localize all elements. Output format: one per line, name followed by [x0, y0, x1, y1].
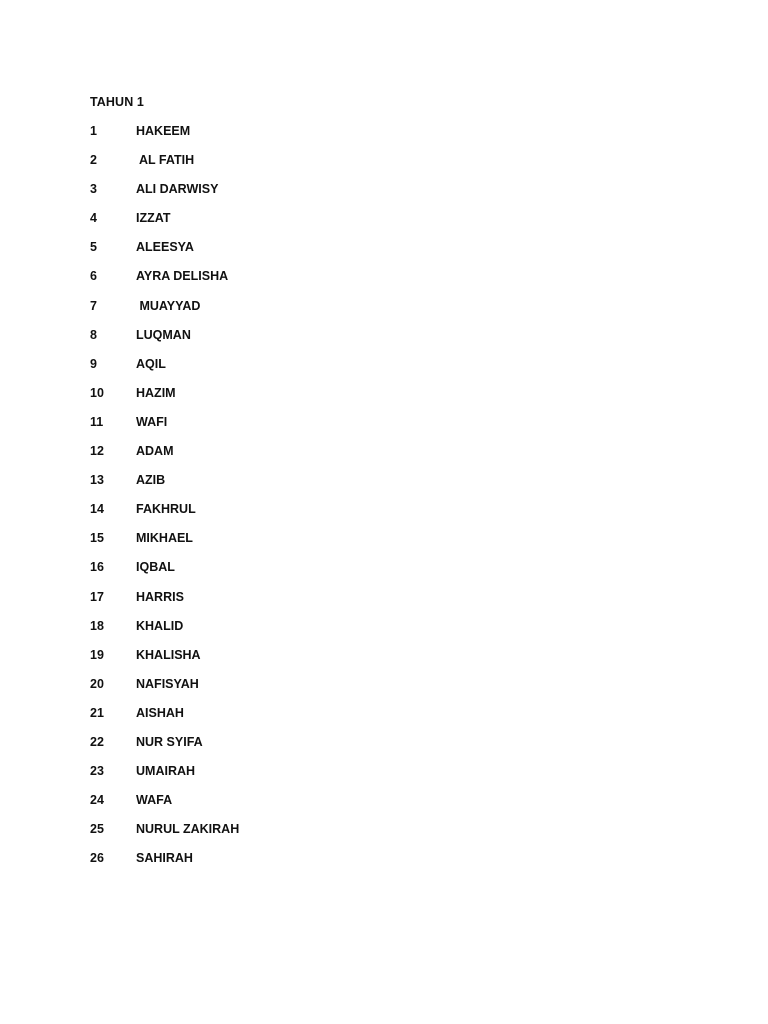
entry-number: 8 — [90, 327, 97, 342]
entry-number: 3 — [90, 182, 97, 197]
list-item — [90, 152, 239, 181]
entry-name: IQBAL — [136, 560, 175, 575]
list-item — [90, 327, 239, 356]
entry-name: KHALISHA — [136, 647, 201, 662]
list-item — [90, 181, 239, 210]
entry-number: 22 — [90, 734, 104, 749]
list-item — [90, 821, 239, 850]
entry-number: 10 — [90, 385, 104, 400]
entry-number: 9 — [90, 356, 97, 371]
list-item — [90, 705, 239, 734]
entry-name: AQIL — [136, 356, 166, 371]
entry-name: MUAYYAD — [136, 298, 201, 313]
entry-number: 18 — [90, 618, 104, 633]
list-item — [90, 356, 239, 385]
entry-number: 16 — [90, 560, 104, 575]
entry-name: KHALID — [136, 618, 184, 633]
entry-name: FAKHRUL — [136, 502, 196, 517]
list-item — [90, 559, 239, 588]
list-item — [90, 123, 239, 152]
entry-number: 26 — [90, 851, 104, 866]
entry-number: 23 — [90, 764, 104, 779]
list-item — [90, 385, 239, 414]
list-item — [90, 530, 239, 559]
entry-number: 17 — [90, 589, 104, 604]
entry-number: 7 — [90, 298, 97, 313]
entry-name: ADAM — [136, 444, 174, 459]
entry-number: 6 — [90, 269, 97, 284]
list-item — [90, 792, 239, 821]
list-item — [90, 676, 239, 705]
entry-name: AL FATIH — [136, 153, 195, 168]
entry-number: 14 — [90, 502, 104, 517]
list-item — [90, 268, 239, 297]
entry-name: ALEESYA — [136, 240, 194, 255]
entry-name: NURUL ZAKIRAH — [136, 822, 240, 837]
entry-name: WAFA — [136, 793, 173, 808]
entry-name: AISHAH — [136, 705, 184, 720]
entry-number: 21 — [90, 705, 104, 720]
entry-number: 4 — [90, 211, 97, 226]
entry-number: 24 — [90, 793, 104, 808]
list-item — [90, 501, 239, 530]
list-item — [90, 850, 239, 879]
entry-number: 12 — [90, 444, 104, 459]
entry-name: UMAIRAH — [136, 764, 196, 779]
entry-name: LUQMAN — [136, 327, 191, 342]
entry-number: 13 — [90, 473, 104, 488]
entry-name: MIKHAEL — [136, 531, 193, 546]
entry-name: NUR SYIFA — [136, 734, 203, 749]
entry-name: IZZAT — [136, 211, 171, 226]
entry-number: 19 — [90, 647, 104, 662]
list-item — [90, 443, 239, 472]
entry-number: 11 — [90, 414, 104, 429]
list-item — [90, 618, 239, 647]
list-item — [90, 298, 239, 327]
entry-name: AYRA DELISHA — [136, 269, 229, 284]
entry-name: NAFISYAH — [136, 676, 199, 691]
entry-name: HAKEEM — [136, 124, 191, 138]
entry-number: 20 — [90, 676, 104, 691]
student-list — [90, 123, 239, 879]
list-item — [90, 472, 239, 501]
class-heading: TAHUN 1 — [90, 95, 144, 109]
list-item — [90, 734, 239, 763]
list-item — [90, 210, 239, 239]
list-item — [90, 414, 239, 443]
list-item — [90, 763, 239, 792]
entry-name: HAZIM — [136, 385, 176, 400]
entry-number: 1 — [90, 124, 97, 138]
entry-name: HARRIS — [136, 589, 184, 604]
entry-name: WAFI — [136, 414, 168, 429]
list-item — [90, 647, 239, 676]
entry-name: ALI DARWISY — [136, 182, 219, 197]
list-item — [90, 239, 239, 268]
entry-name: SAHIRAH — [136, 851, 193, 866]
entry-name: AZIB — [136, 473, 166, 488]
entry-number: 25 — [90, 822, 104, 837]
entry-number: 5 — [90, 240, 97, 255]
entry-number: 15 — [90, 531, 104, 546]
list-item — [90, 589, 239, 618]
entry-number: 2 — [90, 153, 97, 168]
